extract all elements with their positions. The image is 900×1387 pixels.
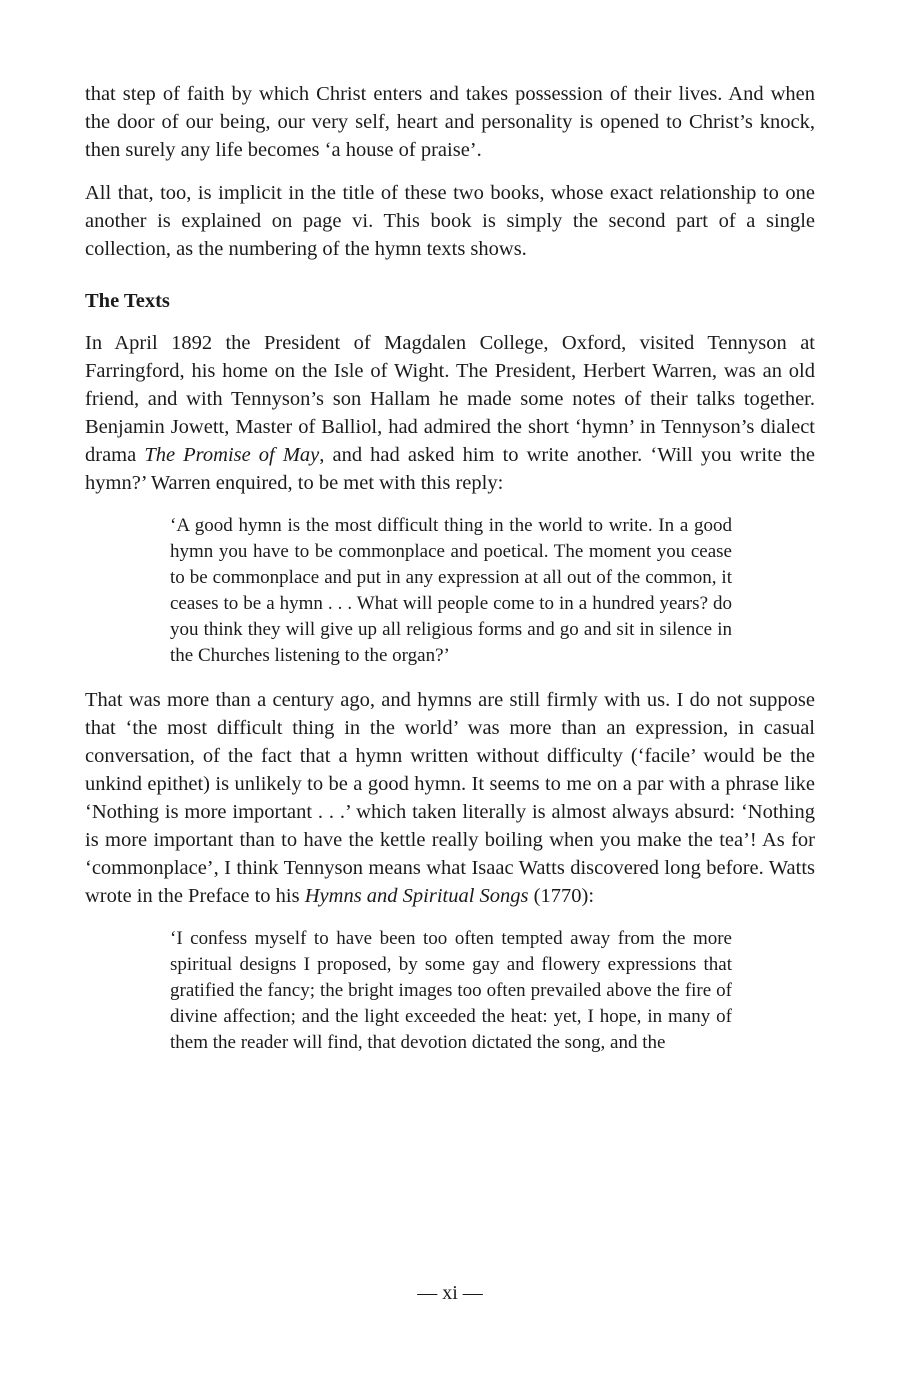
book-title-hymns-spiritual-songs: Hymns and Spiritual Songs	[304, 885, 529, 907]
book-title-promise-of-may: The Promise of May	[144, 444, 320, 466]
block-quote-tennyson-reply: ‘A good hymn is the most difficult thing in the world to write. In a good hymn you have to be commonplace and poetical. The moment you cease to be commonplace and put in any expression at all out of the common, it ceases to be a hymn . . . What will people come to in a hundred years? do you think they will give up all religious forms and go and sit in silence in the Churches listening to the organ?’	[170, 515, 732, 666]
paragraph-text: In April 1892 the President of Magdalen College, Oxford, visited Tennyson at Farringford, his home on the Isle of Wight. The President, Herbert Warren, was an old friend, and with Tennyson’s son Hallam he made some notes of their talks together. Benjamin Jowett, Master of Balliol, had admired the short ‘hymn’ in Tennyson’s dialect drama	[85, 332, 815, 466]
paragraph-century-ago	[85, 686, 815, 910]
section-heading-the-texts: The Texts	[85, 290, 170, 312]
paragraph-text: That was more than a century ago, and hymns are still firmly with us. I do not suppose that ‘the most difficult thing in the world’ was more than an expression, in casual conversation, of the fact that a hymn written without difficulty (‘facile’ would be the unkind epithet) is unlikely to be a good hymn. It seems to me on a par with a phrase like ‘Nothing is more important . . .’ which taken literally is almost always absurd: ‘Nothing is more important than to have the kettle really boiling when you make the tea’! As for ‘commonplace’, I think Tennyson means what Isaac Watts discovered long before. Watts wrote in the Preface to his	[85, 689, 815, 907]
paragraph-faith-continuation: that step of faith by which Christ enters and takes possession of their lives. And when the door of our being, our very self, heart and personality is opened to Christ’s knock, then surely any life becomes ‘a house of praise’.	[85, 83, 815, 161]
page-number: — xi —	[417, 1282, 483, 1304]
paragraph-text: , and had asked him to write another. ‘Will you write the hymn?’ Warren enquired, to be met with this reply:	[85, 444, 815, 494]
paragraph-tennyson	[85, 329, 815, 497]
paragraph-two-books: All that, too, is implicit in the title of these two books, whose exact relationship to one another is explained on page vi. This book is simply the second part of a single collection, as the numbering of the hymn texts shows.	[85, 182, 815, 260]
block-quote-watts-preface: ‘I confess myself to have been too often tempted away from the more spiritual designs I proposed, by some gay and flowery expressions that gratified the fancy; the bright images too often prevailed above the fire of divine affection; and the light exceeded the heat: yet, I hope, in many of them the reader will find, that devotion dictated the song, and the	[170, 928, 732, 1053]
paragraph-text: (1770):	[528, 885, 595, 907]
